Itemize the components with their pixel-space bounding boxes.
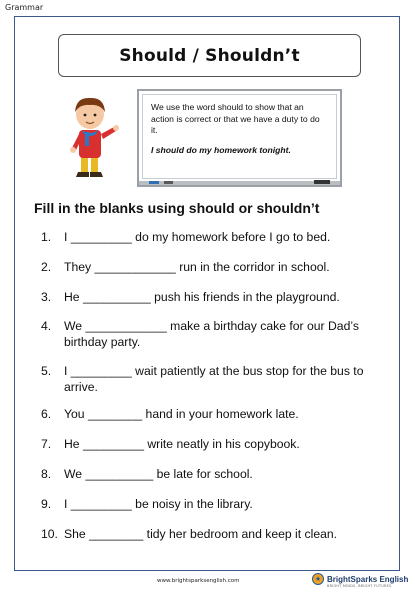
question-text: You ________ hand in your homework late. (64, 407, 299, 421)
question-item (41, 318, 376, 350)
question-number: 8. (41, 467, 52, 481)
question-text: They ____________ run in the corridor in school. (64, 260, 330, 274)
example-sentence: I should do my homework tonight. (151, 144, 291, 155)
question-number: 4. (41, 319, 52, 333)
brand-logo (312, 573, 409, 588)
question-item (41, 229, 376, 245)
brand-name: BrightSparks English (327, 574, 409, 584)
question-number: 10. (41, 527, 58, 541)
question-item (41, 466, 376, 482)
question-number: 6. (41, 407, 52, 421)
question-number: 1. (41, 230, 52, 244)
question-item (41, 289, 376, 305)
boy-illustration (60, 92, 120, 182)
question-text: I _________ be noisy in the library. (64, 497, 253, 511)
question-text: I _________ do my homework before I go to bed. (64, 230, 331, 244)
question-item (41, 259, 376, 275)
grey-marker-icon (164, 181, 173, 184)
brand-tagline: BRIGHT MINDS, BRIGHT FUTURES (327, 584, 392, 588)
rule-explanation: We use the word should to show that an action is correct or that we have a duty to do it. (151, 102, 320, 135)
question-number: 9. (41, 497, 52, 511)
question-text: We ____________ make a birthday cake for our Dad’s birthday party. (64, 319, 359, 349)
whiteboard-surface (142, 94, 337, 179)
question-text: We __________ be late for school. (64, 467, 253, 481)
whiteboard (137, 89, 342, 187)
question-item (41, 436, 376, 452)
question-number: 3. (41, 290, 52, 304)
question-item (41, 526, 376, 542)
eraser-icon (314, 180, 330, 184)
question-text: He _________ write neatly in his copybook. (64, 437, 300, 451)
blue-marker-icon (149, 181, 159, 184)
title-box (58, 34, 361, 77)
question-number: 5. (41, 364, 52, 378)
category-label: Grammar (5, 3, 44, 12)
question-text: She ________ tidy her bedroom and keep it clean. (64, 527, 338, 541)
question-item (41, 363, 376, 395)
worksheet-title: Should / Shouldn’t (119, 45, 300, 66)
spark-icon: ★ (312, 573, 324, 585)
question-number: 7. (41, 437, 52, 451)
question-text: He __________ push his friends in the playground. (64, 290, 340, 304)
question-item (41, 496, 376, 512)
question-item (41, 406, 376, 422)
website-url: www.brightsparksenglish.com (157, 578, 240, 584)
question-text: I _________ wait patiently at the bus stop for the bus to arrive. (64, 364, 364, 394)
question-number: 2. (41, 260, 52, 274)
exercise-instructions: Fill in the blanks using should or shouldn’t (34, 200, 320, 216)
